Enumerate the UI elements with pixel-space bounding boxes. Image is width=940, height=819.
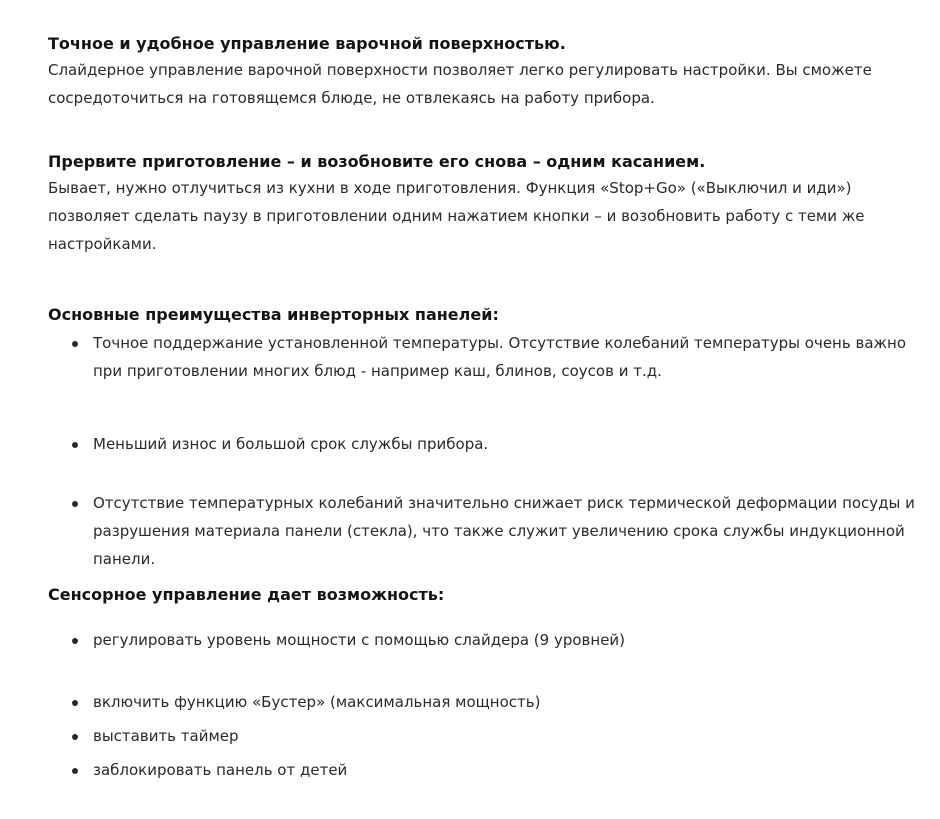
list-item-text: Меньший износ и большой срок службы прибора. <box>93 435 489 453</box>
section-heading-stop-go: Прервите приготовление – и возобновите его снова – одним касанием. <box>48 152 706 171</box>
bullet-dot-icon <box>72 700 78 706</box>
list-item <box>72 756 922 784</box>
bullet-dot-icon <box>72 341 78 347</box>
list-item <box>72 688 922 716</box>
advantages-heading: Основные преимущества инверторных панелей: <box>48 305 499 324</box>
list-item-text: Точное поддержание установленной температуры. Отсутствие колебаний температуры очень важно при приготовлении многих блюд - например каш, блинов, соусов и т.д. <box>93 334 907 380</box>
list-item-text: Отсутствие температурных колебаний значительно снижает риск термической деформации посуды и разрушения материала панели (стекла), что также служит увеличению срока службы индукционной панели. <box>93 494 915 568</box>
section-heading-control: Точное и удобное управление варочной поверхностью. <box>48 34 566 53</box>
section-text-stop-go: Бывает, нужно отлучиться из кухни в ходе приготовления. Функция «Stop+Go» («Выключил и иди») позволяет сделать паузу в приготовлении одним нажатием кнопки – и возобновить работу с теми же настройками. <box>48 179 865 253</box>
list-item <box>72 430 922 458</box>
list-item <box>72 489 922 573</box>
section-text-control: Слайдерное управление варочной поверхности позволяет легко регулировать настройки. Вы сможете сосредоточиться на готовящемся блюде, не отвлекаясь на работу прибора. <box>48 61 872 107</box>
bullet-dot-icon <box>72 638 78 644</box>
list-item <box>72 722 922 750</box>
list-item <box>72 626 922 654</box>
bullet-dot-icon <box>72 501 78 507</box>
list-item-text: включить функцию «Бустер» (максимальная мощность) <box>93 693 541 711</box>
list-item-text: регулировать уровень мощности с помощью слайдера (9 уровней) <box>93 631 626 649</box>
bullet-dot-icon <box>72 442 78 448</box>
list-item-text: выставить таймер <box>93 727 239 745</box>
bullet-dot-icon <box>72 734 78 740</box>
list-item <box>72 329 922 385</box>
touch-control-heading: Сенсорное управление дает возможность: <box>48 585 445 604</box>
bullet-dot-icon <box>72 768 78 774</box>
list-item-text: заблокировать панель от детей <box>93 761 348 779</box>
